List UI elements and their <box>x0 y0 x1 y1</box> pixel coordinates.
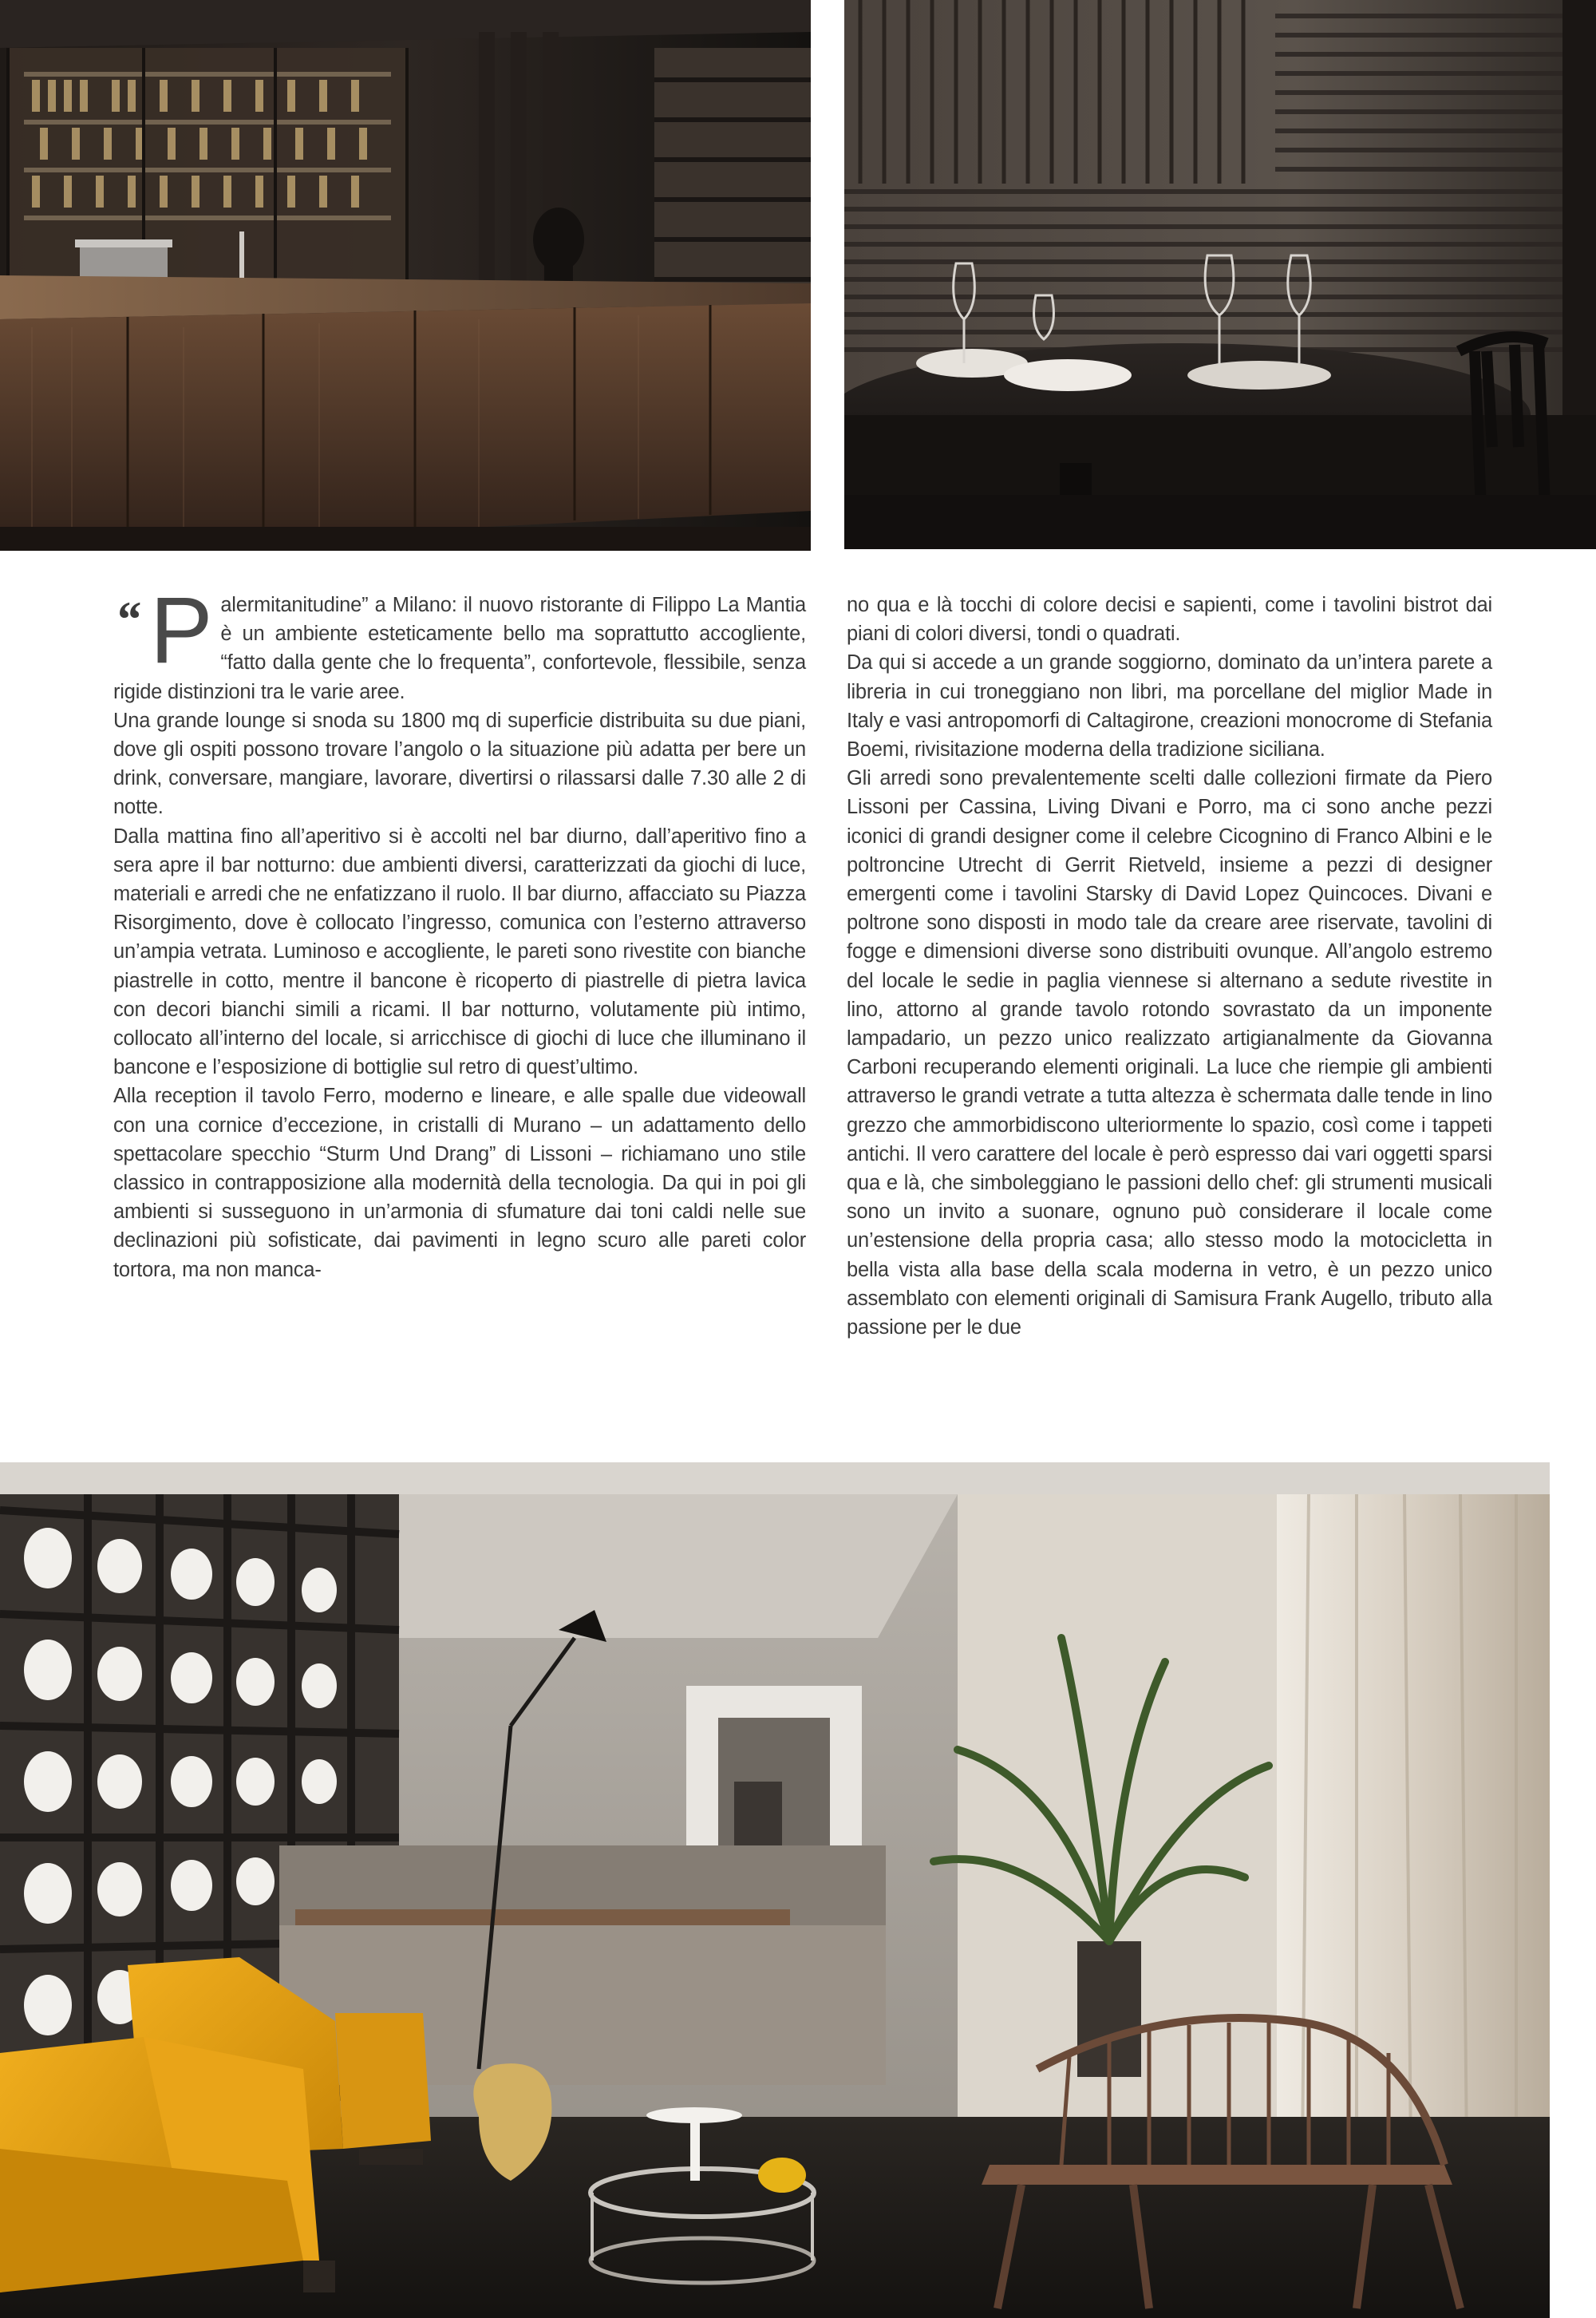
opening-paragraph <box>113 578 806 706</box>
paragraph: Una grande lounge si snoda su 1800 mq di superficie distribuita su due piani, dove gli ospiti possono trovare l’angolo o la situazione più adatta per bere un drink, conversare, mangiare, lavorare, divertirsi o rilassarsi dalle 7.30 alle 2 di notte. <box>113 709 806 819</box>
paragraph: Alla reception il tavolo Ferro, moderno e lineare, e alle spalle due videowall con una cornice d’eccezione, in cristalli di Murano – un adattamento dello spettacolare specchio “Sturm Und Drang” di Lissoni – richiamano uno stile classico in contrapposizione alla modernità della tecnologia. Da qui in poi gli ambienti si susseguono in un’armonia di sfumature dai toni caldi nelle sue declinazioni più sofisticate, dai pavimenti in legno scuro alle pareti color tortora, ma non manca- <box>113 1085 806 1281</box>
photo-round-dining-table <box>844 0 1596 549</box>
paragraph: Gli arredi sono prevalentemente scelti dalle collezioni firmate da Piero Lissoni per Cassina, Living Divani e Porro, ma ci sono anche pezzi iconici di grandi designer come il celebre Cicognino di Franco Albini e le poltroncine Utrecht di Gerrit Rietveld, insieme a pezzi di designer emergenti come i tavolini Starsky di David Lopez Quincoces. Divani e poltrone sono disposti in modo tale da creare aree riservate, tavolini di fogge e dimensioni diverse sono distribuiti ovunque. All’angolo estremo del locale le sedie in paglia viennese si alternano a sedute rivestite in lino, attorno al grande tavolo rotondo sovrastato da un imponente lampadario, un pezzo unico realizzato artigianalmente da Giovanna Carboni recuperando elementi originali. La luce che riempie gli ambienti attraverso le grandi vetrate a tutta altezza è schermata dalle tende in lino grezzo che ammorbidiscono ulteriormente lo spazio, così come i tappeti antichi. Il vero carattere del locale è però espresso dai vari oggetti sparsi qua e là, che simboleggiano le passioni dello chef: gli strumenti musicali sono un invito a suonare, ognuno può considerare il locale come un’estensione della propria casa; allo stesso modo la motocicletta in bella vista alla base della scala moderna in vetro, è un pezzo unico assemblato con elementi originali di Samisura Frank Augello, tributo alla passione per le due <box>847 767 1492 1339</box>
photo-lounge-yellow-armchairs <box>0 1462 1550 2318</box>
article-right-column <box>847 591 1492 1453</box>
opening-quote-mark: “ <box>115 591 140 647</box>
photo-bar-counter <box>0 0 811 551</box>
paragraph: no qua e là tocchi di colore decisi e sapienti, come i tavolini bistrot dai piani di colori diversi, tondi o quadrati. <box>847 594 1492 646</box>
article-left-column <box>113 578 806 1453</box>
paragraph: Da qui si accede a un grande soggiorno, dominato da un’intera parete a libreria in cui troneggiano non libri, ma porcellane del miglior Made in Italy e vasi antropomorfi di Caltagirone, creazioni monocrome di Stefania Boemi, rivisitazione moderna della tradizione siciliana. <box>847 651 1492 761</box>
opening-text: alermitanitudine” a Milano: il nuovo ristorante di Filippo La Mantia è un ambiente esteticamente bello ma soprattutto accogliente, “fatto dalla gente che lo frequenta”, confortevole, flessibile, senza rigide distinzioni tra le varie aree. <box>113 594 806 703</box>
paragraph: Dalla mattina fino all’aperitivo si è accolti nel bar diurno, dall’aperitivo fino a sera apre il bar notturno: due ambienti diversi, caratterizzati da giochi di luce, materiali e arredi che ne enfatizzano il ruolo. Il bar diurno, affacciato su Piazza Risorgimento, dove è collocato l’ingresso, comunica con l’esterno attraverso un’ampia vetrata. Luminoso e accogliente, le pareti sono rivestite con bianche piastrelle in cotto, mentre il bancone è ricoperto di piastrelle di pietra lavica con decori bianchi simili a ricami. Il bar notturno, volutamente più intimo, collocato all’interno del locale, si arricchisce di giochi di luce che illuminano il bancone e l’esposizione di bottiglie sul retro di quest’ultimo. <box>113 825 806 1079</box>
drop-cap: P <box>149 578 213 683</box>
